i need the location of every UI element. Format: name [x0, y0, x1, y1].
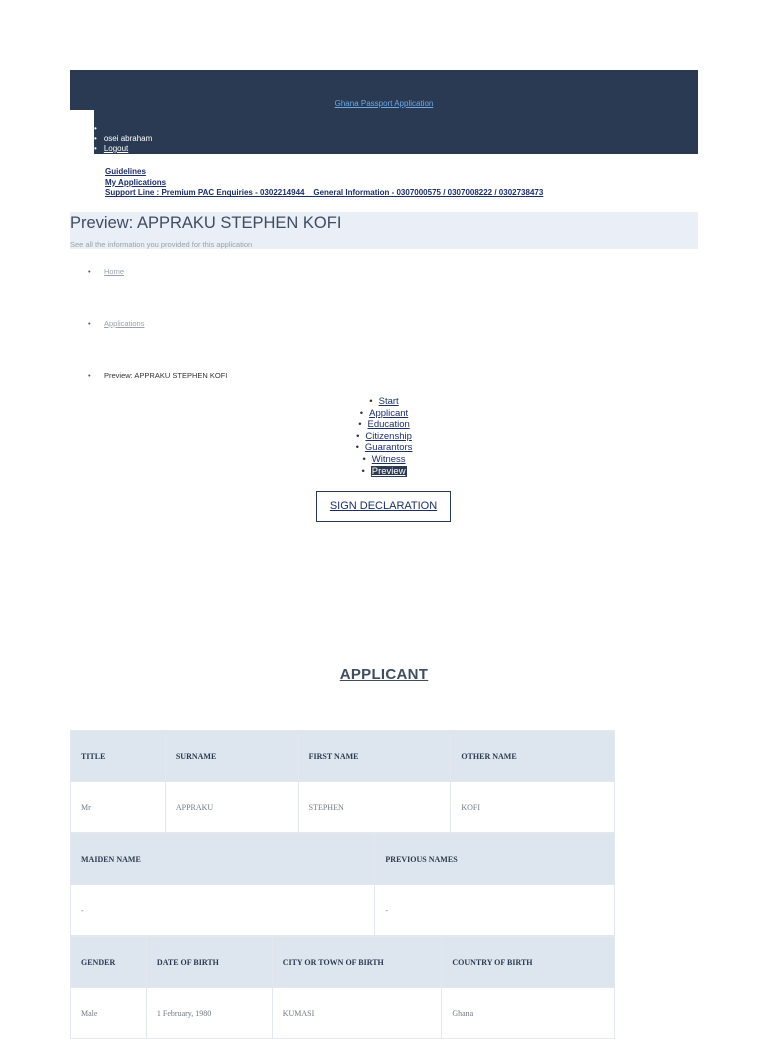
step-education-link[interactable]: Education [367, 419, 410, 431]
step-citizenship-link[interactable]: Citizenship [365, 430, 412, 442]
step-nav [0, 396, 768, 477]
breadcrumb-home-link[interactable]: Home [104, 267, 125, 276]
previous-names-header: PREVIOUS NAMES [375, 834, 615, 885]
step-citizenship: • Citizenship [356, 430, 412, 442]
country-of-birth-header: COUNTRY OF BIRTH [442, 937, 615, 988]
step-applicant-link[interactable]: Applicant [369, 407, 409, 419]
maiden-name-header: MAIDEN NAME [71, 834, 375, 885]
step-preview: • Preview [361, 465, 406, 477]
surname-header: SURNAME [165, 731, 298, 782]
country-of-birth-value: Ghana [442, 988, 615, 1039]
step-start: • Start [369, 396, 399, 407]
title-header: TITLE [71, 731, 166, 782]
applicant-table-names [70, 730, 615, 833]
date-of-birth-header: DATE OF BIRTH [146, 937, 272, 988]
step-witness-link[interactable]: Witness [371, 453, 406, 465]
table-row [71, 988, 615, 1039]
step-guarantors-link[interactable]: Guarantors [364, 442, 413, 454]
table-row [71, 937, 615, 988]
bullet-icon: • [88, 371, 91, 380]
step-guarantors: • Guarantors [355, 442, 413, 454]
bullet-icon: • [88, 267, 91, 276]
user-name-item [94, 134, 152, 144]
user-menu-blank [94, 124, 152, 134]
first-name-value: STEPHEN [298, 782, 451, 833]
logout-link[interactable]: • Logout [103, 144, 129, 153]
other-name-value: KOFI [451, 782, 615, 833]
breadcrumb-applications-link[interactable]: Applications [104, 319, 145, 328]
other-name-header: OTHER NAME [451, 731, 615, 782]
my-applications-link[interactable]: My Applications [105, 177, 167, 187]
page-subtitle: See all the information you provided for this application [70, 240, 253, 249]
step-witness: • Witness [362, 453, 406, 465]
first-name-header: FIRST NAME [298, 731, 451, 782]
section-title: APPLICANT [339, 666, 429, 683]
user-name: • osei abraham [103, 134, 153, 143]
table-row [71, 782, 615, 833]
brand-link[interactable]: Ghana Passport Application [334, 99, 434, 108]
table-row [71, 885, 615, 936]
top-links [105, 167, 543, 199]
surname-value: APPRAKU [165, 782, 298, 833]
city-of-birth-header: CITY OR TOWN OF BIRTH [272, 937, 442, 988]
step-applicant: • Applicant [359, 407, 409, 419]
date-of-birth-value: 1 February, 1980 [146, 988, 272, 1039]
table-row [71, 834, 615, 885]
applicant-table-maiden [70, 833, 615, 936]
title-value: Mr [71, 782, 166, 833]
bullet-icon: • [88, 319, 91, 328]
support-line-link[interactable]: Support Line : Premium PAC Enquiries - 0302214944 General Information - 0307000575 / 0307008222 / 0302738473 [105, 188, 544, 198]
previous-names-value: - [375, 885, 615, 936]
step-preview-link[interactable]: Preview [371, 465, 406, 477]
site-header [70, 70, 698, 154]
header-notch [70, 110, 94, 154]
guidelines-link[interactable]: Guidelines [105, 167, 146, 176]
table-row [71, 731, 615, 782]
breadcrumb-current-label: Preview: APPRAKU STEPHEN KOFI [104, 371, 228, 380]
gender-value: Male [71, 988, 147, 1039]
step-start-link[interactable]: Start [378, 396, 399, 407]
user-menu [94, 124, 152, 154]
sign-declaration-button[interactable]: SIGN DECLARATION [316, 491, 451, 522]
logout-item [94, 144, 152, 154]
page-title: Preview: APPRAKU STEPHEN KOFI [70, 214, 342, 232]
step-education: • Education [358, 419, 410, 431]
maiden-name-value: - [71, 885, 375, 936]
city-of-birth-value: KUMASI [272, 988, 442, 1039]
gender-header: GENDER [71, 937, 147, 988]
